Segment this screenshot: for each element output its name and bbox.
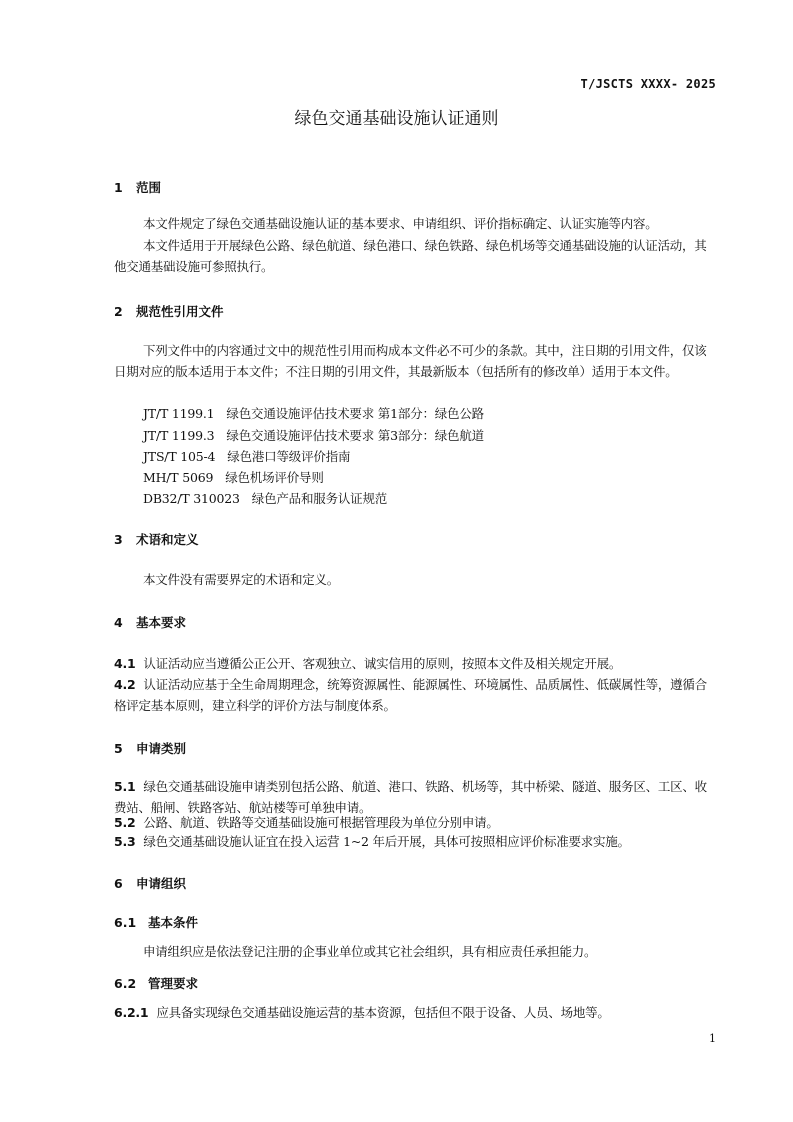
- reference-title: 绿色产品和服务认证规范: [251, 491, 388, 506]
- section-1-paragraph-1: [114, 214, 715, 235]
- section-title: 基本要求: [136, 615, 187, 630]
- reference-title: 绿色交通设施评估技术要求 第1部分：绿色公路: [226, 406, 484, 421]
- clause-number: 6.2.1: [114, 1005, 149, 1020]
- section-number: 4: [114, 615, 123, 630]
- clause-text: 认证活动应当遵循公正公开、客观独立、诚实信用的原则，按照本文件及相关规定开展。: [143, 656, 622, 671]
- page-number: 1: [709, 1032, 716, 1045]
- normative-reference-5: [143, 489, 387, 507]
- section-1-heading: [114, 178, 161, 196]
- section-3-paragraph-1: [114, 570, 715, 591]
- section-number: 5: [114, 741, 123, 756]
- section-title: 术语和定义: [136, 532, 199, 547]
- section-6-1-paragraph-1: [114, 942, 715, 963]
- paragraph-text: 申请组织应是依法登记注册的企事业单位或其它社会组织，具有相应责任承担能力。: [143, 944, 597, 959]
- paragraph-text: 本文件适用于开展绿色公路、绿色航道、绿色港口、绿色铁路、绿色机场等交通基础设施的认证活动，其他交通基础设施可参照执行。: [114, 238, 707, 274]
- section-number: 2: [114, 304, 123, 319]
- paragraph-text: 下列文件中的内容通过文中的规范性引用而构成本文件必不可少的条款。其中，注日期的引用文件，仅该日期对应的版本适用于本文件；不注日期的引用文件，其最新版本（包括所有的修改单）适用于本文件。: [114, 343, 707, 379]
- clause-number: 4.1: [114, 656, 136, 671]
- reference-title: 绿色港口等级评价指南: [227, 449, 351, 464]
- clause-number: 5.3: [114, 834, 136, 849]
- section-title: 范围: [136, 180, 162, 195]
- clause-4-1: [114, 654, 715, 675]
- section-title: 管理要求: [148, 976, 199, 991]
- document-title: 绿色交通基础设施认证通则: [294, 109, 499, 129]
- clause-number: 5.2: [114, 815, 136, 830]
- normative-reference-4: [143, 468, 324, 486]
- clause-5-2: [114, 813, 715, 834]
- section-6-1-heading: [114, 913, 198, 931]
- clause-text: 公路、航道、铁路等交通基础设施可根据管理段为单位分别申请。: [143, 815, 499, 830]
- clause-number: 4.2: [114, 677, 136, 692]
- section-3-heading: [114, 530, 199, 548]
- section-6-2-heading: [114, 974, 198, 992]
- clause-text: 绿色交通基础设施认证宜在投入运营 1~2 年后开展，具体可按照相应评价标准要求实施。: [143, 834, 630, 849]
- section-number: 6.2: [114, 976, 137, 991]
- clause-5-1: [114, 777, 715, 818]
- section-5-heading: [114, 739, 186, 757]
- section-title: 申请组织: [136, 876, 187, 891]
- section-2-paragraph-1: [114, 341, 715, 382]
- normative-reference-1: [143, 404, 484, 422]
- section-title: 申请类别: [136, 741, 187, 756]
- section-6-heading: [114, 874, 186, 892]
- reference-code: JT/T 1199.3: [143, 428, 215, 443]
- section-title: 规范性引用文件: [136, 304, 224, 319]
- clause-text: 认证活动应基于全生命周期理念，统筹资源属性、能源属性、环境属性、品质属性、低碳属性等，遵循合格评定基本原则，建立科学的评价方法与制度体系。: [114, 677, 707, 713]
- reference-code: JTS/T 105-4: [143, 449, 216, 464]
- section-number: 1: [114, 180, 123, 195]
- normative-reference-2: [143, 426, 484, 444]
- section-title: 基本条件: [148, 915, 199, 930]
- reference-code: MH/T 5069: [143, 470, 214, 485]
- clause-number: 5.1: [114, 779, 136, 794]
- clause-4-2: [114, 675, 715, 716]
- section-number: 3: [114, 532, 123, 547]
- document-code: T/JSCTS XXXX- 2025: [580, 77, 716, 91]
- section-2-heading: [114, 302, 224, 320]
- section-number: 6: [114, 876, 123, 891]
- paragraph-text: 本文件没有需要界定的术语和定义。: [143, 572, 340, 587]
- section-1-paragraph-2: [114, 236, 715, 277]
- section-4-heading: [114, 613, 186, 631]
- reference-code: DB32/T 310023: [143, 491, 240, 506]
- clause-text: 应具备实现绿色交通基础设施运营的基本资源，包括但不限于设备、人员、场地等。: [156, 1005, 610, 1020]
- section-number: 6.1: [114, 915, 137, 930]
- normative-reference-3: [143, 447, 350, 465]
- reference-code: JT/T 1199.1: [143, 406, 215, 421]
- clause-6-2-1: [114, 1003, 715, 1024]
- reference-title: 绿色机场评价导则: [225, 470, 324, 485]
- clause-5-3: [114, 832, 715, 853]
- paragraph-text: 本文件规定了绿色交通基础设施认证的基本要求、申请组织、评价指标确定、认证实施等内容。: [143, 216, 658, 231]
- clause-text: 绿色交通基础设施申请类别包括公路、航道、港口、铁路、机场等，其中桥梁、隧道、服务区、工区、收费站、船闸、铁路客站、航站楼等可单独申请。: [114, 779, 707, 815]
- reference-title: 绿色交通设施评估技术要求 第3部分：绿色航道: [226, 428, 484, 443]
